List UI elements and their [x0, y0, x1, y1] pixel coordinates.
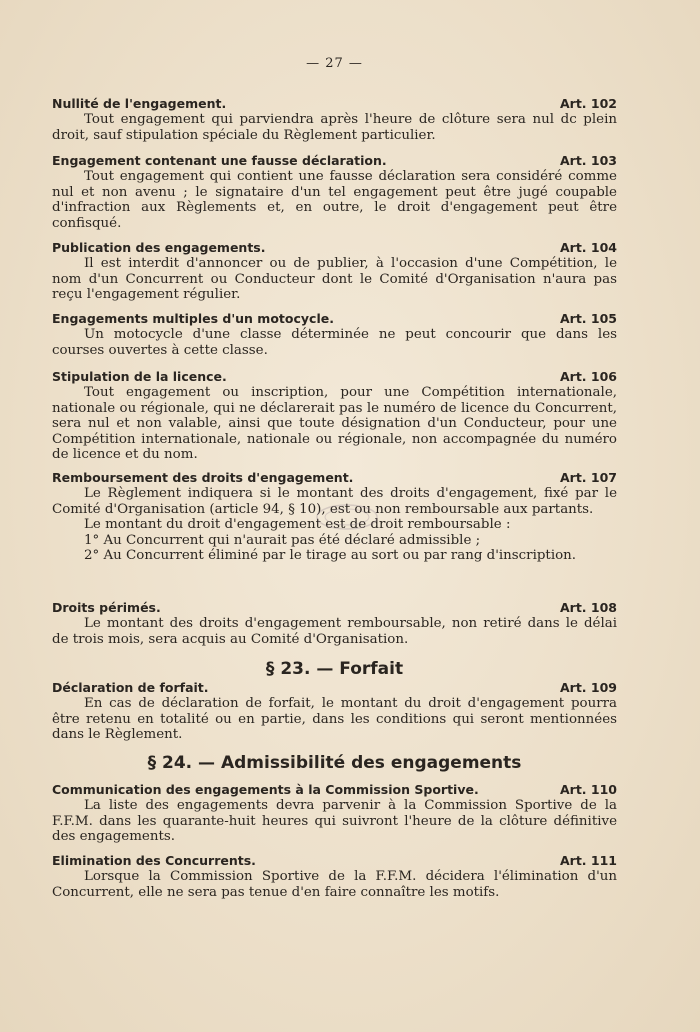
article-body [52, 798, 617, 845]
article-paragraph: Le montant des droits d'engagement remboursable, non retiré dans le délai de trois mois, sera acquis au Comité d'Organisation. [52, 616, 617, 647]
article-number: Art. 106 [559, 369, 617, 384]
article-paragraph: Tout engagement qui contient une fausse déclaration sera considéré comme nul et non avenu ; le signataire d'un tel engagement peut être jugé coupable d'infraction aux Règlements et, en outre, le droit d'engagement peut être confisqué. [52, 169, 617, 231]
article-heading [52, 311, 617, 327]
article-110 [52, 782, 617, 845]
article-number: Art. 104 [559, 240, 617, 255]
article-number: Art. 105 [559, 311, 617, 326]
article-heading [52, 680, 617, 696]
article-heading [52, 240, 617, 256]
article-heading [52, 470, 617, 486]
article-paragraph: Le Règlement indiquera si le montant des droits d'engagement, fixé par le Comité d'Organisation (article 94, § 10), est ou non remboursable aux partants. [52, 486, 617, 517]
article-number: Art. 103 [559, 153, 617, 168]
article-109 [52, 680, 617, 743]
article-paragraph: Il est interdit d'annoncer ou de publier, à l'occasion d'une Compétition, le nom d'un Concurrent ou Conducteur dont le Comité d'Organisation n'aura pas reçu l'engagement régulier. [52, 256, 617, 302]
article-title: Stipulation de la licence. [52, 369, 227, 384]
article-title: Publication des engagements. [52, 240, 266, 255]
article-body [52, 112, 617, 143]
article-title: Engagements multiples d'un motocycle. [52, 311, 334, 326]
article-heading [52, 853, 617, 869]
article-111 [52, 853, 617, 900]
article-title: Remboursement des droits d'engagement. [52, 470, 354, 485]
article-title: Communication des engagements à la Commission Sportive. [52, 782, 479, 797]
article-number: Art. 108 [559, 600, 617, 615]
article-title: Elimination des Concurrents. [52, 853, 256, 868]
article-body [52, 869, 617, 900]
article-107 [52, 470, 617, 564]
article-number: Art. 110 [559, 782, 617, 797]
section-title-23: § 23. — Forfait [265, 659, 404, 679]
article-paragraph: Un motocycle d'une classe déterminée ne peut concourir que dans les courses ouvertes à cette classe. [52, 327, 617, 358]
article-body [52, 616, 617, 647]
section-title-24: § 24. — Admissibilité des engagements [147, 753, 522, 773]
article-number: Art. 109 [559, 680, 617, 695]
article-paragraph: Lorsque la Commission Sportive de la F.F.M. décidera l'élimination d'un Concurrent, elle ne sera pas tenue d'en faire connaître les motifs. [52, 869, 617, 900]
article-heading [52, 600, 617, 616]
article-heading [52, 96, 617, 112]
article-103 [52, 153, 617, 231]
article-paragraph: 2° Au Concurrent éliminé par le tirage au sort ou par rang d'inscription. [84, 548, 577, 563]
article-paragraph: La liste des engagements devra parvenir à la Commission Sportive de la F.F.M. dans les quarante-huit heures qui suivront l'heure de la clôture définitive des engagements. [52, 798, 617, 844]
article-heading [52, 153, 617, 169]
article-paragraph: 1° Au Concurrent qui n'aurait pas été déclaré admissible ; [84, 532, 481, 548]
article-paragraph: Tout engagement qui parviendra après l'heure de clôture sera nul dc plein droit, sauf stipulation spéciale du Règlement particulier. [52, 112, 617, 143]
article-title: Déclaration de forfait. [52, 680, 209, 695]
article-title: Droits périmés. [52, 600, 161, 615]
article-number: Art. 111 [559, 853, 617, 868]
article-body [52, 327, 617, 358]
article-body [52, 385, 617, 463]
article-102 [52, 96, 617, 143]
article-body [52, 256, 617, 303]
article-number: Art. 102 [559, 96, 617, 111]
article-105 [52, 311, 617, 358]
article-paragraph: Tout engagement ou inscription, pour une Compétition internationale, nationale ou régionale, qui ne déclarerait pas le numéro de licence du Concurrent, sera nul et non valable, ainsi que toute désignation d'un Conducteur, pour une Compétition internationale, nationale ou régionale, non accompagnée du numéro de licence et du nom. [52, 385, 617, 462]
article-body [52, 169, 617, 231]
article-body [52, 696, 617, 743]
article-paragraph: En cas de déclaration de forfait, le montant du droit d'engagement pourra être retenu en totalité ou en partie, dans les conditions qui seront mentionnées dans le Règlement. [52, 696, 617, 742]
article-heading [52, 782, 617, 798]
article-108 [52, 600, 617, 647]
article-106 [52, 369, 617, 463]
article-paragraph: Le montant du droit d'engagement est de droit remboursable : [84, 517, 511, 532]
article-title: Engagement contenant une fausse déclaration. [52, 153, 387, 168]
article-number: Art. 107 [559, 470, 617, 485]
article-body [52, 486, 617, 564]
article-heading [52, 369, 617, 385]
article-104 [52, 240, 617, 303]
article-title: Nullité de l'engagement. [52, 96, 227, 111]
page-number: — 27 — [306, 56, 363, 71]
